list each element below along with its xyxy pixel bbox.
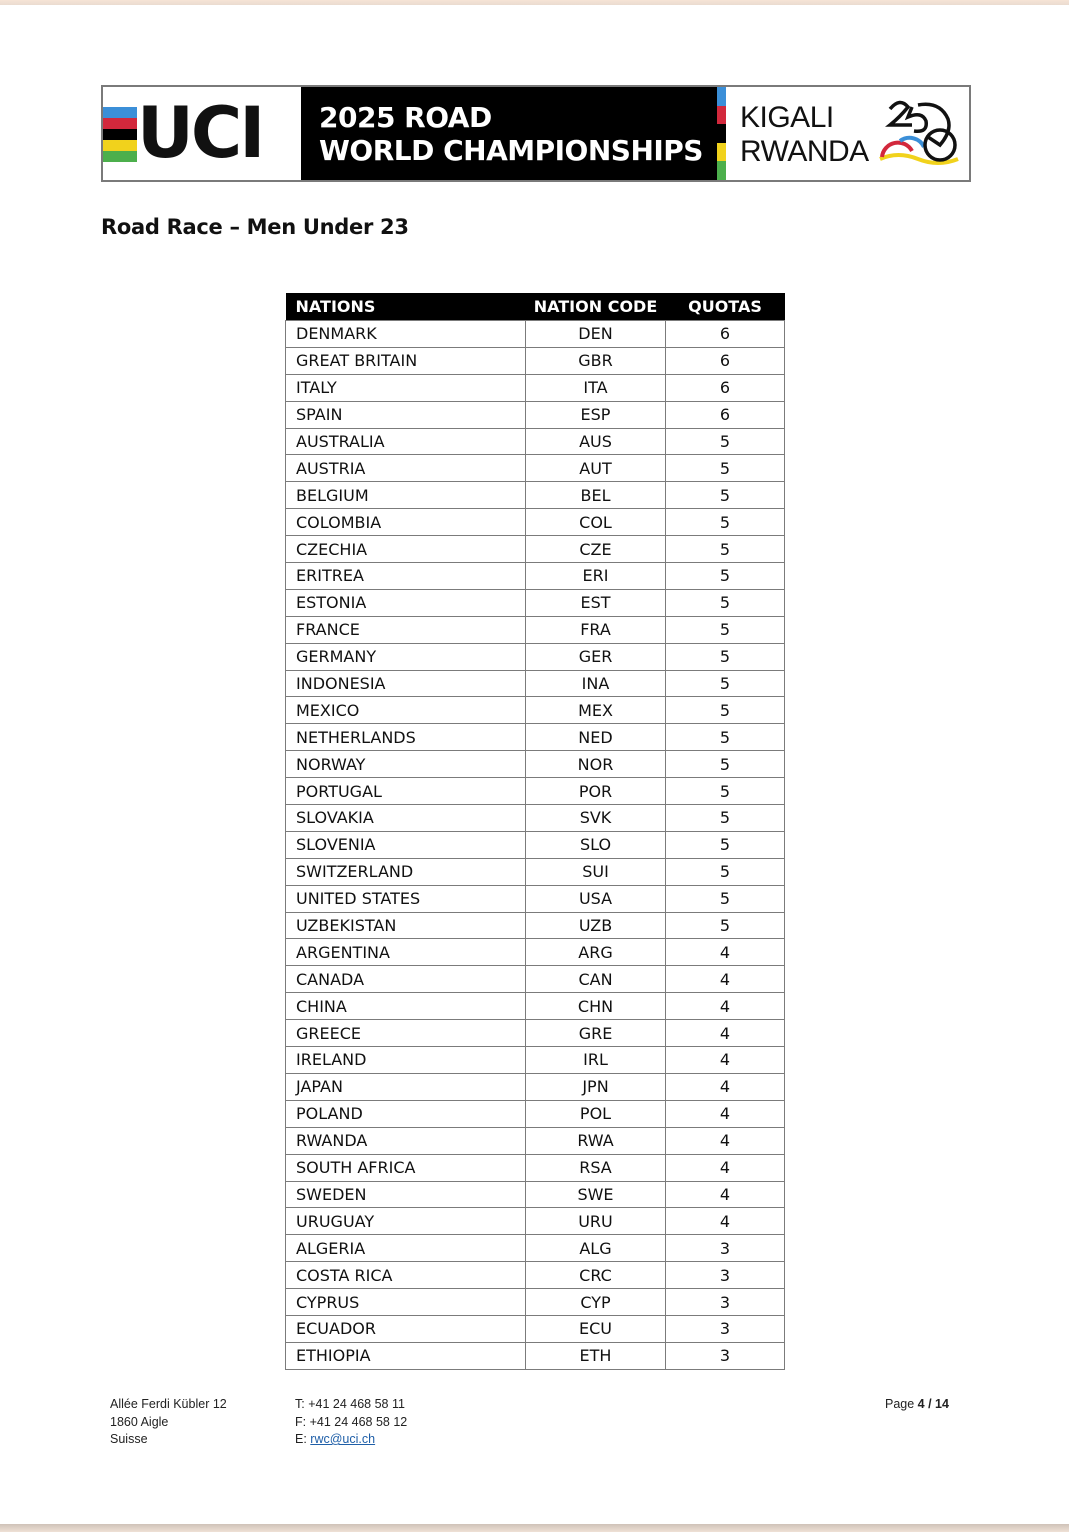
table-row — [286, 482, 785, 509]
nation-cell: SWITZERLAND — [286, 858, 526, 885]
nation-code-cell: AUS — [526, 428, 666, 455]
nation-cell: ARGENTINA — [286, 939, 526, 966]
nation-cell: AUSTRIA — [286, 455, 526, 482]
nation-code-cell: INA — [526, 670, 666, 697]
footer-address — [110, 1396, 227, 1449]
table-row — [286, 1262, 785, 1289]
quota-cell: 6 — [666, 401, 785, 428]
table-row — [286, 1235, 785, 1262]
uci-logo-text: UCI — [137, 92, 263, 174]
table-row — [286, 1127, 785, 1154]
quota-cell: 6 — [666, 347, 785, 374]
rainbow-divider — [717, 87, 726, 180]
quota-cell: 5 — [666, 616, 785, 643]
table-row — [286, 912, 785, 939]
nation-code-cell: SVK — [526, 805, 666, 832]
quota-cell: 5 — [666, 885, 785, 912]
quota-cell: 4 — [666, 1100, 785, 1127]
event-title-line1: 2025 ROAD — [319, 101, 492, 134]
championship-banner — [101, 85, 971, 182]
table-row — [286, 1181, 785, 1208]
table-row — [286, 1073, 785, 1100]
quota-cell: 5 — [666, 751, 785, 778]
nation-cell: POLAND — [286, 1100, 526, 1127]
rainbow-stripe — [717, 106, 726, 125]
nation-code-cell: CHN — [526, 993, 666, 1020]
table-row — [286, 858, 785, 885]
table-row — [286, 374, 785, 401]
page-total: 14 — [935, 1397, 949, 1411]
nation-code-cell: NOR — [526, 751, 666, 778]
nation-code-cell: CRC — [526, 1262, 666, 1289]
quota-cell: 4 — [666, 966, 785, 993]
nation-cell: MEXICO — [286, 697, 526, 724]
nation-code-cell: MEX — [526, 697, 666, 724]
quota-cell: 4 — [666, 1020, 785, 1047]
table-row — [286, 751, 785, 778]
nation-code-cell: SWE — [526, 1181, 666, 1208]
quota-cell: 4 — [666, 1127, 785, 1154]
nation-code-cell: DEN — [526, 321, 666, 348]
quota-cell: 4 — [666, 1208, 785, 1235]
host-city-block — [726, 87, 969, 180]
footer-contact — [295, 1396, 407, 1449]
table-body — [286, 321, 785, 1370]
nation-code-cell: USA — [526, 885, 666, 912]
nation-cell: GERMANY — [286, 643, 526, 670]
quota-cell: 5 — [666, 697, 785, 724]
quota-cell: 6 — [666, 374, 785, 401]
table-row — [286, 885, 785, 912]
quota-cell: 4 — [666, 993, 785, 1020]
table-row — [286, 1342, 785, 1369]
nation-code-cell: ETH — [526, 1342, 666, 1369]
nation-code-cell: ARG — [526, 939, 666, 966]
nation-cell: PORTUGAL — [286, 778, 526, 805]
quota-cell: 5 — [666, 670, 785, 697]
nation-cell: NETHERLANDS — [286, 724, 526, 751]
nation-cell: ECUADOR — [286, 1315, 526, 1342]
page-top-edge — [0, 0, 1069, 5]
nation-cell: INDONESIA — [286, 670, 526, 697]
table-row — [286, 1154, 785, 1181]
table-row — [286, 321, 785, 348]
host-city: KIGALI — [740, 101, 834, 134]
table-row — [286, 724, 785, 751]
column-header-nation-code: NATION CODE — [526, 293, 666, 321]
table-row — [286, 589, 785, 616]
email-link[interactable]: rwc@uci.ch — [310, 1432, 376, 1446]
quota-cell: 5 — [666, 805, 785, 832]
nation-code-cell: JPN — [526, 1073, 666, 1100]
nation-cell: SPAIN — [286, 401, 526, 428]
quota-cell: 5 — [666, 589, 785, 616]
table-row — [286, 401, 785, 428]
nation-code-cell: ALG — [526, 1235, 666, 1262]
nation-code-cell: ECU — [526, 1315, 666, 1342]
address-country: Suisse — [110, 1432, 148, 1446]
nation-code-cell: CAN — [526, 966, 666, 993]
nation-code-cell: CZE — [526, 536, 666, 563]
page-title: Road Race – Men Under 23 — [101, 215, 409, 239]
email-prefix: E: — [295, 1432, 311, 1446]
quota-cell: 5 — [666, 643, 785, 670]
rainbow-stripe — [103, 107, 137, 118]
table-row — [286, 1020, 785, 1047]
nation-code-cell: BEL — [526, 482, 666, 509]
nation-cell: NORWAY — [286, 751, 526, 778]
quota-cell: 4 — [666, 939, 785, 966]
nation-code-cell: RSA — [526, 1154, 666, 1181]
nation-cell: AUSTRALIA — [286, 428, 526, 455]
table-row — [286, 1100, 785, 1127]
nation-cell: GREAT BRITAIN — [286, 347, 526, 374]
rainbow-stripe — [103, 151, 137, 162]
table-row — [286, 1315, 785, 1342]
quota-cell: 5 — [666, 455, 785, 482]
host-country: RWANDA — [740, 135, 869, 168]
quota-cell: 3 — [666, 1342, 785, 1369]
column-header-nations: NATIONS — [286, 293, 526, 321]
rainbow-stripe — [717, 161, 726, 180]
nation-code-cell: RWA — [526, 1127, 666, 1154]
table-row — [286, 1289, 785, 1316]
nation-code-cell: GER — [526, 643, 666, 670]
email-line — [295, 1431, 407, 1449]
nation-code-cell: COL — [526, 509, 666, 536]
rainbow-stripes-icon — [103, 107, 137, 162]
nation-code-cell: ESP — [526, 401, 666, 428]
table-row — [286, 509, 785, 536]
nation-cell: RWANDA — [286, 1127, 526, 1154]
page-label: Page — [885, 1397, 918, 1411]
quota-cell: 5 — [666, 858, 785, 885]
table-row — [286, 805, 785, 832]
table-row — [286, 347, 785, 374]
nation-cell: ERITREA — [286, 563, 526, 590]
quota-cell: 5 — [666, 724, 785, 751]
table-row — [286, 1208, 785, 1235]
event-title-block — [301, 87, 717, 180]
quota-cell: 4 — [666, 1073, 785, 1100]
nation-cell: SWEDEN — [286, 1181, 526, 1208]
nation-cell: ITALY — [286, 374, 526, 401]
table-header-row — [286, 293, 785, 321]
nation-code-cell: CYP — [526, 1289, 666, 1316]
table-row — [286, 428, 785, 455]
quota-cell: 4 — [666, 1181, 785, 1208]
cyclist-emblem-icon — [878, 97, 960, 169]
nation-cell: ALGERIA — [286, 1235, 526, 1262]
table-row — [286, 1047, 785, 1074]
nation-cell: COSTA RICA — [286, 1262, 526, 1289]
quota-table — [285, 293, 785, 1370]
quota-cell: 3 — [666, 1262, 785, 1289]
table-row — [286, 536, 785, 563]
table-row — [286, 697, 785, 724]
nation-code-cell: ITA — [526, 374, 666, 401]
quota-cell: 3 — [666, 1235, 785, 1262]
nation-code-cell: FRA — [526, 616, 666, 643]
quota-cell: 3 — [666, 1315, 785, 1342]
table-row — [286, 616, 785, 643]
nation-code-cell: URU — [526, 1208, 666, 1235]
column-header-quotas: QUOTAS — [666, 293, 785, 321]
rainbow-stripe — [717, 124, 726, 143]
nation-cell: CYPRUS — [286, 1289, 526, 1316]
quota-cell: 3 — [666, 1289, 785, 1316]
quota-cell: 5 — [666, 509, 785, 536]
nation-cell: GREECE — [286, 1020, 526, 1047]
rainbow-stripe — [103, 129, 137, 140]
page-current: 4 — [917, 1397, 925, 1411]
quota-cell: 4 — [666, 1154, 785, 1181]
nation-code-cell: GRE — [526, 1020, 666, 1047]
table-row — [286, 670, 785, 697]
table-row — [286, 778, 785, 805]
table-row — [286, 455, 785, 482]
address-city: 1860 Aigle — [110, 1414, 169, 1429]
nation-cell: URUGUAY — [286, 1208, 526, 1235]
quota-cell: 5 — [666, 536, 785, 563]
table-row — [286, 993, 785, 1020]
nation-code-cell: AUT — [526, 455, 666, 482]
table-row — [286, 563, 785, 590]
nation-cell: ETHIOPIA — [286, 1342, 526, 1369]
quota-cell: 4 — [666, 1047, 785, 1074]
nation-cell: COLOMBIA — [286, 509, 526, 536]
nation-cell: CHINA — [286, 993, 526, 1020]
quota-cell: 6 — [666, 321, 785, 348]
nation-cell: CANADA — [286, 966, 526, 993]
table-row — [286, 939, 785, 966]
nation-cell: JAPAN — [286, 1073, 526, 1100]
nation-cell: SOUTH AFRICA — [286, 1154, 526, 1181]
nation-cell: ESTONIA — [286, 589, 526, 616]
quota-cell: 5 — [666, 563, 785, 590]
nation-code-cell: EST — [526, 589, 666, 616]
rainbow-stripe — [717, 87, 726, 106]
nation-code-cell: GBR — [526, 347, 666, 374]
nation-cell: UZBEKISTAN — [286, 912, 526, 939]
nation-cell: BELGIUM — [286, 482, 526, 509]
nation-code-cell: ERI — [526, 563, 666, 590]
nation-code-cell: SLO — [526, 831, 666, 858]
nation-code-cell: IRL — [526, 1047, 666, 1074]
quota-cell: 5 — [666, 778, 785, 805]
table-row — [286, 966, 785, 993]
nation-cell: IRELAND — [286, 1047, 526, 1074]
nation-code-cell: UZB — [526, 912, 666, 939]
quota-cell: 5 — [666, 912, 785, 939]
nation-cell: FRANCE — [286, 616, 526, 643]
nation-cell: DENMARK — [286, 321, 526, 348]
quota-cell: 5 — [666, 428, 785, 455]
nation-code-cell: SUI — [526, 858, 666, 885]
page-separator: / — [924, 1397, 936, 1411]
page-number — [885, 1396, 949, 1414]
phone-number: T: +41 24 468 58 11 — [295, 1397, 405, 1411]
uci-logo — [103, 87, 301, 180]
event-title-line2: WORLD CHAMPIONSHIPS — [319, 134, 703, 167]
nation-cell: SLOVAKIA — [286, 805, 526, 832]
nation-cell: SLOVENIA — [286, 831, 526, 858]
page-bottom-edge — [0, 1524, 1069, 1532]
nation-cell: UNITED STATES — [286, 885, 526, 912]
nation-code-cell: POL — [526, 1100, 666, 1127]
rainbow-stripe — [103, 140, 137, 151]
table-row — [286, 831, 785, 858]
quota-cell: 5 — [666, 482, 785, 509]
table-row — [286, 643, 785, 670]
nation-cell: CZECHIA — [286, 536, 526, 563]
rainbow-stripe — [717, 143, 726, 162]
rainbow-stripe — [103, 118, 137, 129]
nation-code-cell: POR — [526, 778, 666, 805]
address-street: Allée Ferdi Kübler 12 — [110, 1397, 227, 1411]
fax-number: F: +41 24 468 58 12 — [295, 1414, 408, 1429]
quota-cell: 5 — [666, 831, 785, 858]
nation-code-cell: NED — [526, 724, 666, 751]
